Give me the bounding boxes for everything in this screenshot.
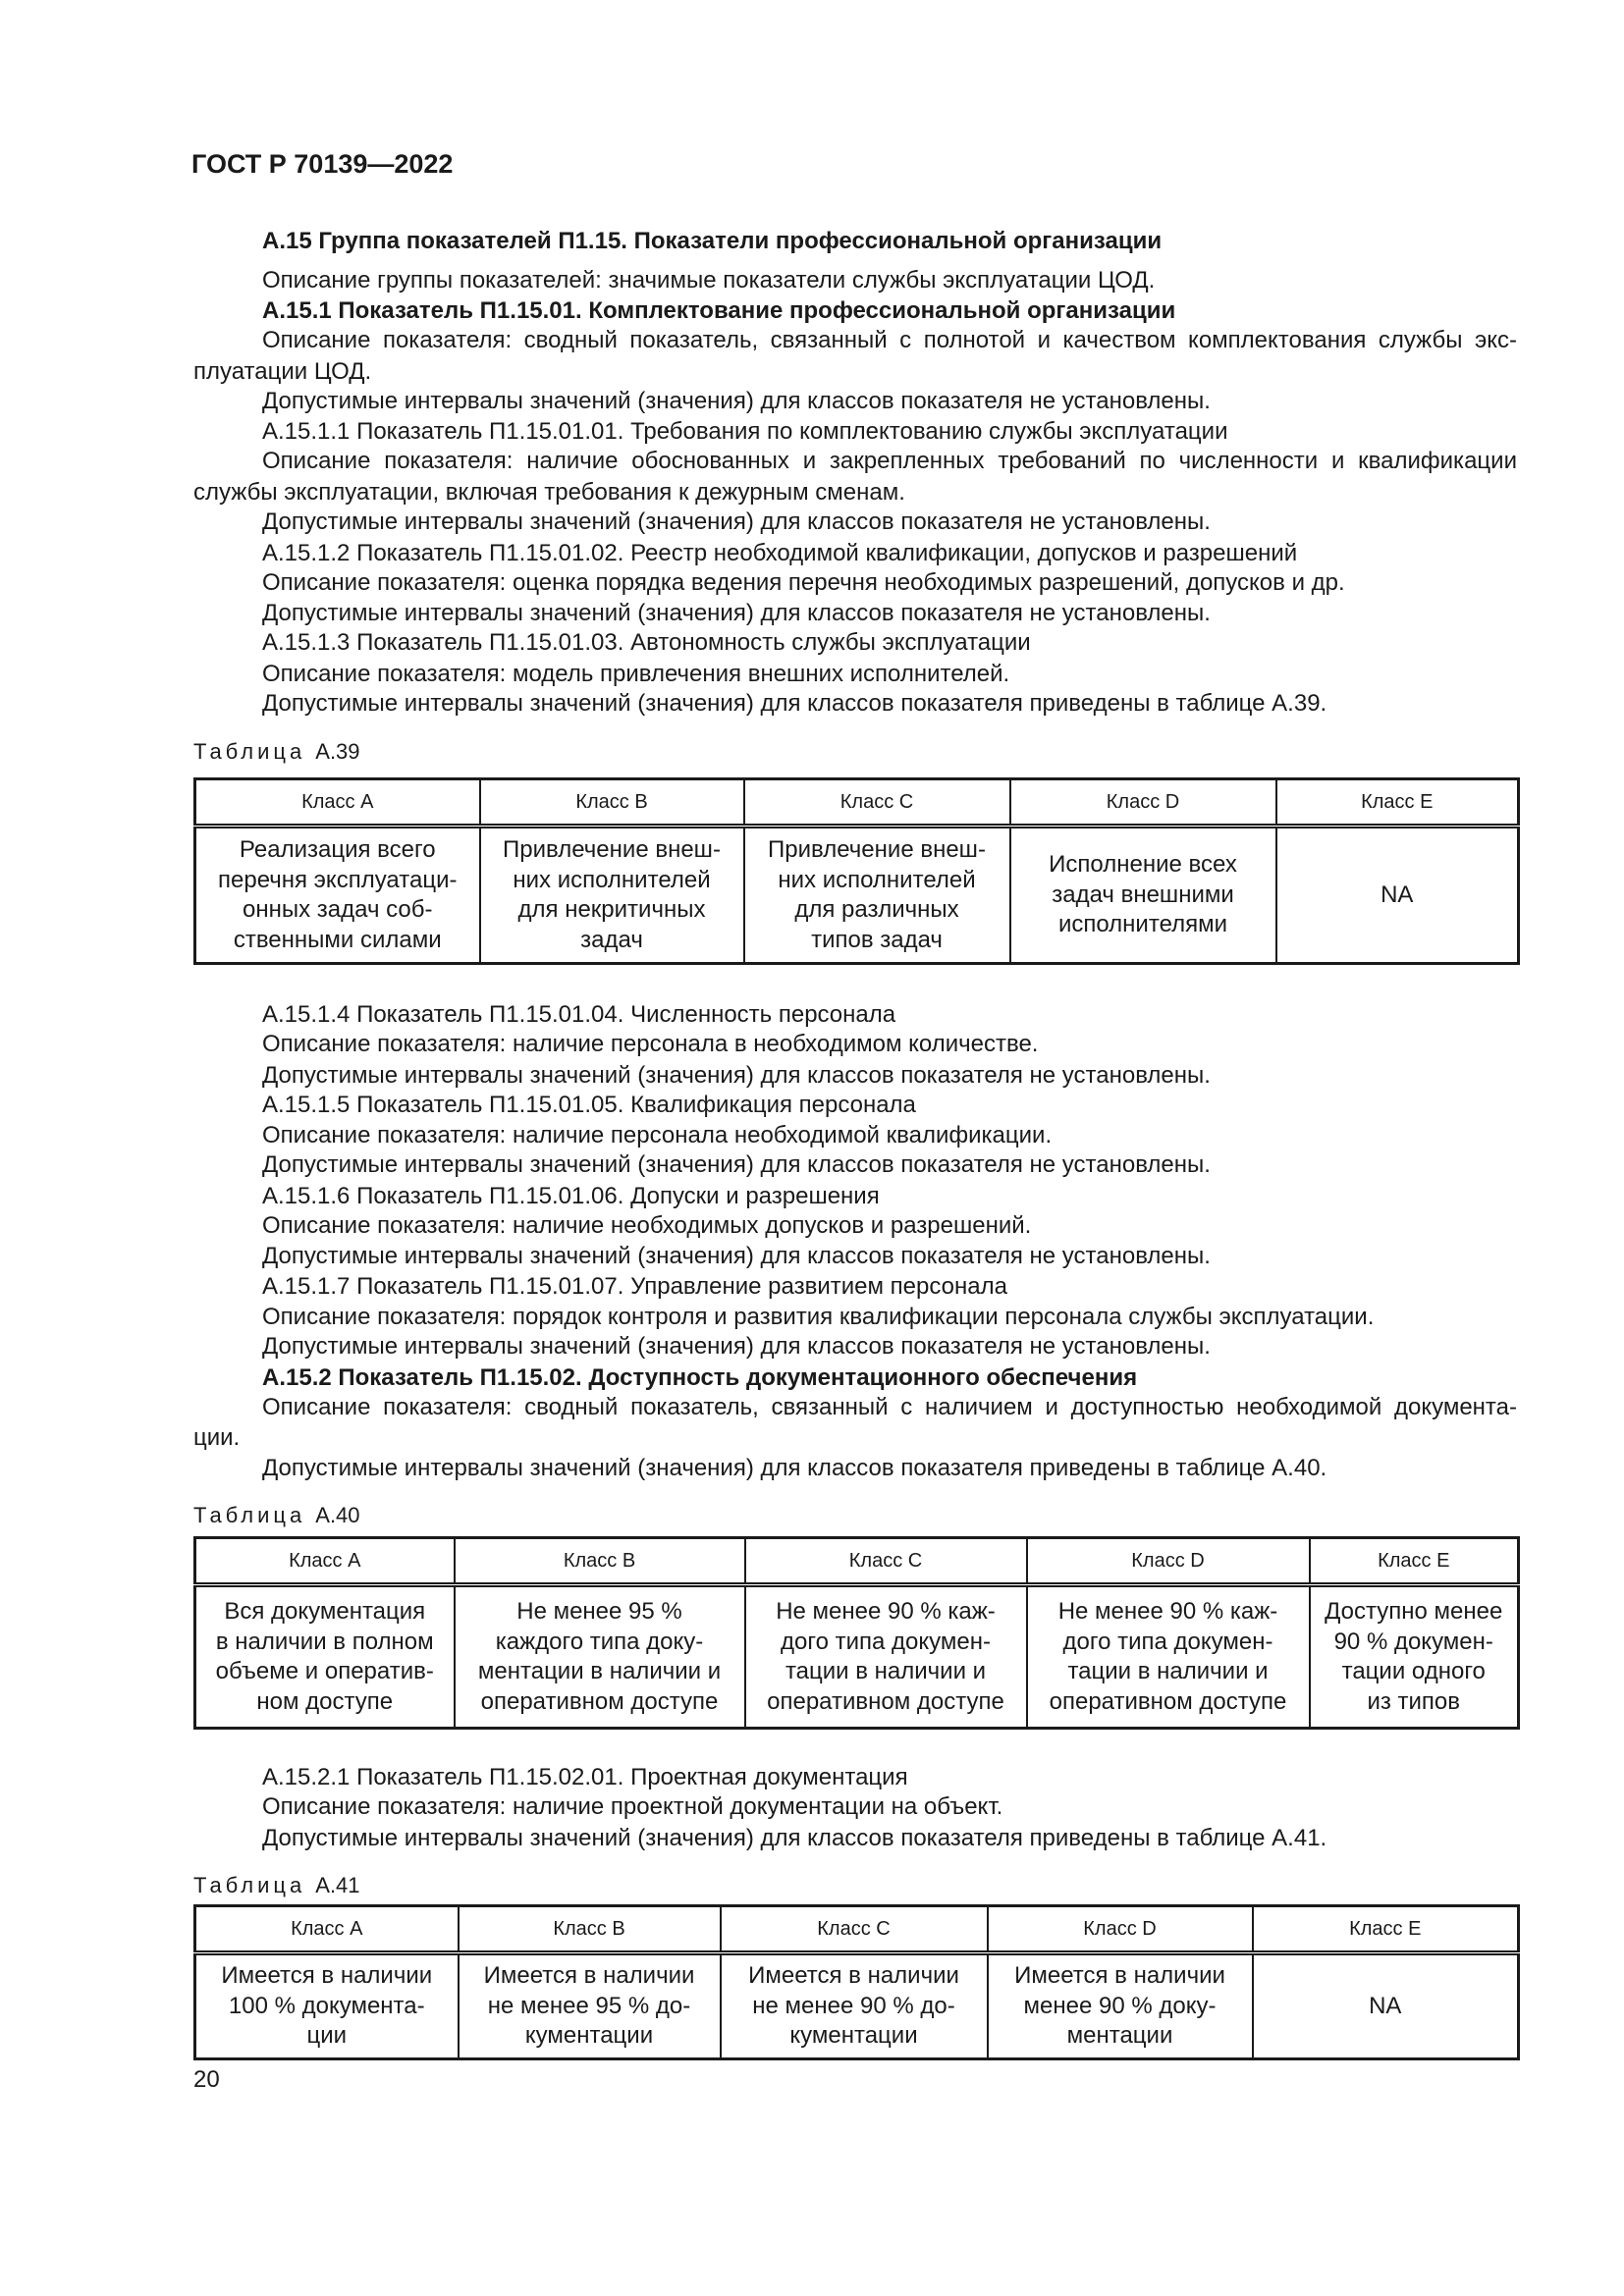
paragraph-line: Допустимые интервалы значений (значения) для классов показателя не установлены.: [262, 1062, 1211, 1089]
caption-word: Таблица: [193, 1873, 306, 1897]
paragraph-line: плуатации ЦОД.: [193, 358, 372, 385]
cell-class-c: Не менее 90 % каж- дого типа докумен- тации в наличии и оперативном доступе: [745, 1585, 1027, 1729]
header-class-d: Класс D: [1027, 1538, 1310, 1585]
paragraph-line: Описание показателя: порядок контроля и развития квалификации персонала службы эксплуатации.: [262, 1304, 1375, 1330]
document-header-code: ГОСТ Р 70139—2022: [191, 149, 454, 179]
paragraph-line: Описание показателя: сводный показатель, связанный с наличием и доступностью необходимой документа-: [262, 1394, 1517, 1420]
header-class-d: Класс D: [988, 1906, 1253, 1953]
cell-class-c: Имеется в наличии не менее 90 % до- кументации: [721, 1953, 988, 2059]
table-header-row: [195, 779, 1519, 827]
cell-class-d: Исполнение всех задач внешними исполнителями: [1010, 827, 1276, 964]
section-a15-1-heading: А.15.1 Показатель П1.15.01. Комплектование профессиональной организации: [262, 297, 1176, 324]
page-number: 20: [193, 2066, 220, 2093]
cell-class-b: Имеется в наличии не менее 95 % до- кументации: [459, 1953, 721, 2059]
paragraph-line: Описание показателя: наличие необходимых допусков и разрешений.: [262, 1212, 1032, 1239]
table-header-row: [195, 1538, 1519, 1585]
caption-number: А.40: [315, 1503, 360, 1527]
paragraph-line: А.15.1.3 Показатель П1.15.01.03. Автономность службы эксплуатации: [262, 629, 1031, 656]
cell-class-e: NA: [1276, 827, 1519, 964]
header-class-b: Класс B: [455, 1538, 745, 1585]
paragraph-line: Допустимые интервалы значений (значения) для классов показателя не установлены.: [262, 508, 1211, 535]
paragraph-line: Описание показателя: сводный показатель, связанный с полнотой и качеством комплектования службы экс-: [262, 327, 1517, 353]
paragraph-line: А.15.1.6 Показатель П1.15.01.06. Допуски и разрешения: [262, 1183, 880, 1209]
header-class-e: Класс E: [1253, 1906, 1519, 1953]
table-a40: [193, 1536, 1520, 1730]
section-a15-2-heading: А.15.2 Показатель П1.15.02. Доступность документационного обеспечения: [262, 1364, 1138, 1391]
table-row: [195, 1953, 1519, 2059]
header-class-d: Класс D: [1010, 779, 1276, 827]
table-a40-caption: [193, 1502, 360, 1529]
section-a15-heading: А.15 Группа показателей П1.15. Показатели профессиональной организации: [262, 228, 1163, 254]
cell-class-a: Вся документация в наличии в полном объеме и оператив- ном доступе: [195, 1585, 455, 1729]
paragraph-line: Допустимые интервалы значений (значения) для классов показателя приведены в таблице А.40.: [262, 1455, 1327, 1481]
paragraph-line: А.15.1.4 Показатель П1.15.01.04. Численность персонала: [262, 1001, 896, 1028]
cell-class-c: Привлечение внеш- них исполнителей для различных типов задач: [744, 827, 1010, 964]
header-class-c: Класс C: [721, 1906, 988, 1953]
header-class-a: Класс A: [195, 1906, 459, 1953]
header-class-c: Класс C: [745, 1538, 1027, 1585]
paragraph-line: Допустимые интервалы значений (значения) для классов показателя не установлены.: [262, 1151, 1211, 1178]
header-class-a: Класс A: [195, 779, 480, 827]
caption-number: А.41: [315, 1873, 360, 1897]
paragraph-line: А.15.1.5 Показатель П1.15.01.05. Квалификация персонала: [262, 1092, 916, 1118]
table-a39: [193, 777, 1520, 965]
paragraph-line: Описание группы показателей: значимые показатели службы эксплуатации ЦОД.: [262, 267, 1156, 294]
paragraph-line: Описание показателя: наличие персонала в необходимом количестве.: [262, 1031, 1039, 1057]
paragraph-line: Описание показателя: оценка порядка ведения перечня необходимых разрешений, допусков и др.: [262, 569, 1345, 596]
cell-class-b: Привлечение внеш- них исполнителей для некритичных задач: [480, 827, 744, 964]
caption-word: Таблица: [193, 739, 306, 764]
paragraph-line: Допустимые интервалы значений (значения) для классов показателя не установлены.: [262, 600, 1211, 626]
table-row: [195, 1585, 1519, 1729]
paragraph-line: А.15.2.1 Показатель П1.15.02.01. Проектная документация: [262, 1764, 908, 1790]
header-class-b: Класс B: [480, 779, 744, 827]
paragraph-line: А.15.1.2 Показатель П1.15.01.02. Реестр необходимой квалификации, допусков и разрешений: [262, 540, 1298, 566]
cell-class-e: Доступно менее 90 % докумен- тации одного из типов: [1310, 1585, 1519, 1729]
paragraph-line: Допустимые интервалы значений (значения) для классов показателя не установлены.: [262, 388, 1211, 414]
paragraph-line: Допустимые интервалы значений (значения) для классов показателя приведены в таблице А.39.: [262, 690, 1327, 717]
table-header-row: [195, 1906, 1519, 1953]
paragraph-line: Описание показателя: наличие обоснованных и закрепленных требований по численности и квалификации: [262, 448, 1517, 474]
table-row: [195, 827, 1519, 964]
paragraph-line: Описание показателя: наличие проектной документации на объект.: [262, 1793, 1003, 1820]
cell-class-a: Имеется в наличии 100 % документа- ции: [195, 1953, 459, 2059]
paragraph-line: Допустимые интервалы значений (значения) для классов показателя приведены в таблице А.41.: [262, 1825, 1327, 1851]
paragraph-line: А.15.1.1 Показатель П1.15.01.01. Требования по комплектованию службы эксплуатации: [262, 418, 1228, 445]
paragraph-line: Описание показателя: наличие персонала необходимой квалификации.: [262, 1122, 1053, 1148]
cell-class-b: Не менее 95 % каждого типа доку- ментации в наличии и оперативном доступе: [455, 1585, 745, 1729]
caption-word: Таблица: [193, 1503, 306, 1527]
table-a41: [193, 1904, 1520, 2060]
paragraph-line: ции.: [193, 1424, 241, 1451]
paragraph-line: Описание показателя: модель привлечения внешних исполнителей.: [262, 661, 1010, 687]
header-class-a: Класс A: [195, 1538, 455, 1585]
header-class-c: Класс C: [744, 779, 1010, 827]
paragraph-line: Допустимые интервалы значений (значения) для классов показателя не установлены.: [262, 1333, 1211, 1360]
cell-class-e: NA: [1253, 1953, 1519, 2059]
cell-class-d: Не менее 90 % каж- дого типа докумен- тации в наличии и оперативном доступе: [1027, 1585, 1310, 1729]
table-a41-caption: [193, 1872, 360, 1899]
cell-class-a: Реализация всего перечня эксплуатаци- онных задач соб- ственными силами: [195, 827, 480, 964]
header-class-e: Класс E: [1310, 1538, 1519, 1585]
table-a39-caption: [193, 738, 360, 766]
paragraph-line: А.15.1.7 Показатель П1.15.01.07. Управление развитием персонала: [262, 1273, 1007, 1300]
paragraph-line: Допустимые интервалы значений (значения) для классов показателя не установлены.: [262, 1243, 1211, 1269]
header-class-b: Класс B: [459, 1906, 721, 1953]
caption-number: А.39: [315, 739, 360, 764]
cell-class-d: Имеется в наличии менее 90 % доку- ментации: [988, 1953, 1253, 2059]
paragraph-line: службы эксплуатации, включая требования к дежурным сменам.: [193, 479, 905, 506]
header-class-e: Класс E: [1276, 779, 1519, 827]
